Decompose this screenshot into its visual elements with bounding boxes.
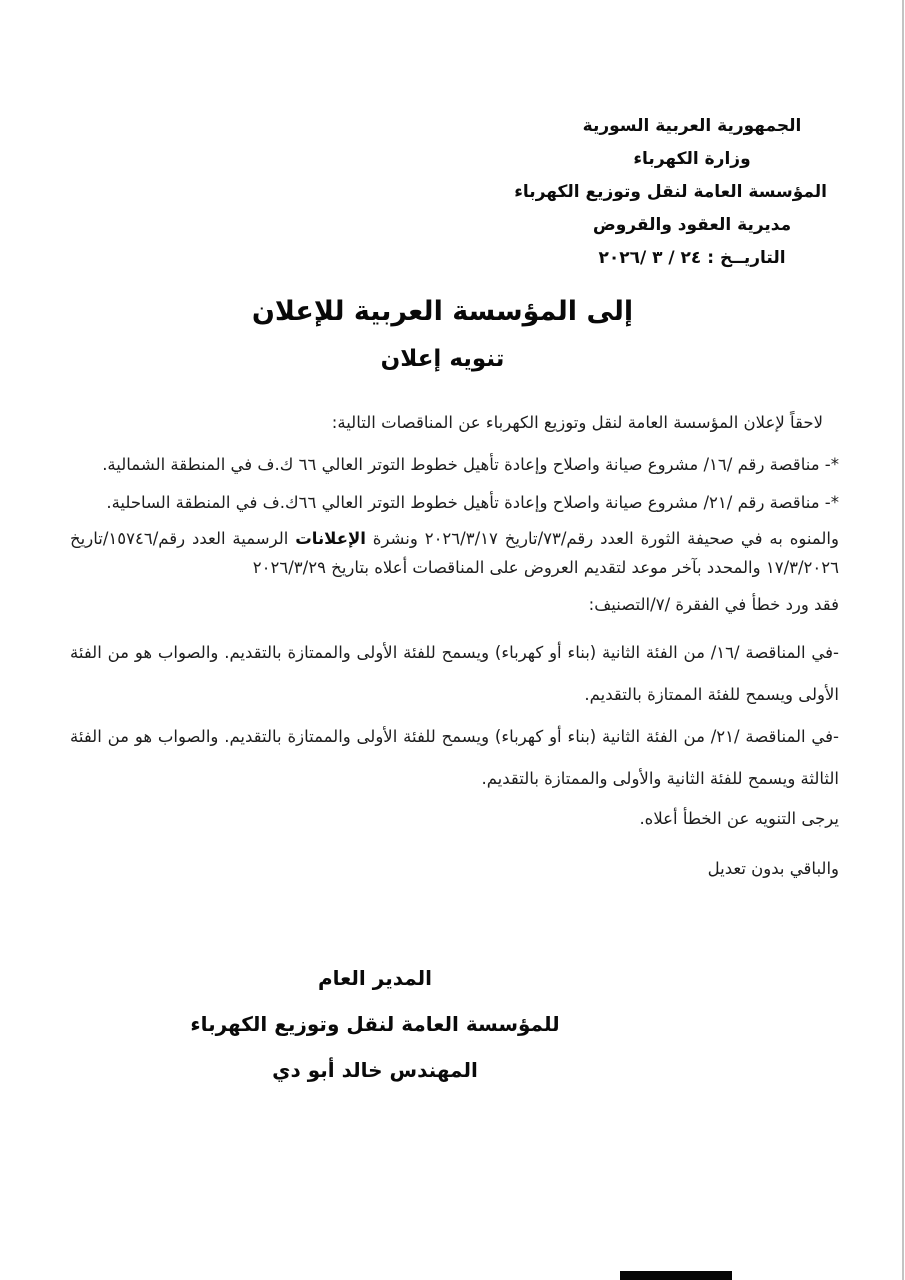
publication-bold-word: الإعلانات	[295, 529, 366, 548]
page-subtitle: تنويه إعلان	[380, 346, 505, 372]
signature-name: المهندس خالد أبو دي	[272, 1058, 478, 1082]
signature-organization: للمؤسسة العامة لنقل وتوزيع الكهرباء	[190, 1012, 560, 1036]
tender-item-21: *- مناقصة رقم /٢١/ مشروع صيانة واصلاح وإعادة تأهيل خطوط التوتر العالي ٦٦ك.ف في المنطقة الساحلية.	[106, 493, 839, 512]
publication-text-after: الرسمية العدد رقم/١٥٧٤٦/تاريخ ١٧/٣/٢٠٢٦ والمحدد بآخر موعد لتقديم العروض على المناقصات أعلاه بتاريخ ٢٠٢٦/٣/٢٩	[70, 529, 839, 577]
signature-block	[168, 955, 582, 1093]
redaction-bar	[620, 1271, 732, 1280]
letterhead-directorate: مديرية العقود والقروض	[592, 215, 792, 235]
intro-paragraph: لاحقاً لإعلان المؤسسة العامة لنقل وتوزيع الكهرباء عن المناقصات التالية:	[331, 413, 823, 432]
error-intro-line: فقد ورد خطأ في الفقرة /٧/التصنيف:	[588, 595, 839, 614]
closing-line: والباقي بدون تعديل	[707, 859, 839, 878]
signature-role: المدير العام	[317, 966, 433, 990]
letterhead-ministry: وزارة الكهرباء	[633, 149, 751, 169]
tender-item-16: *- مناقصة رقم /١٦/ مشروع صيانة واصلاح وإعادة تأهيل خطوط التوتر العالي ٦٦ ك.ف في المنطقة الشمالية.	[102, 455, 839, 474]
correction-item-21: -في المناقصة /٢١/ من الفئة الثانية (بناء أو كهرباء) ويسمح للفئة الأولى والممتازة بالتقديم. والصواب هو من الفئة الثالثة ويسمح للفئة الثانية والأولى والممتازة بالتقديم.	[70, 727, 839, 788]
letterhead-date: التاريــخ : ٢٤ / ٣ /٢٠٢٦	[598, 248, 786, 268]
publication-paragraph	[70, 524, 839, 582]
correction-item-16: -في المناقصة /١٦/ من الفئة الثانية (بناء أو كهرباء) ويسمح للفئة الأولى والممتازة بالتقديم. والصواب هو من الفئة الأولى ويسمح للفئة الممتازة بالتقديم.	[70, 643, 839, 704]
page-title: إلى المؤسسة العربية للإعلان	[251, 296, 634, 327]
request-line: يرجى التنويه عن الخطأ أعلاه.	[639, 809, 839, 828]
letterhead-republic: الجمهورية العربية السورية	[582, 116, 802, 136]
scan-edge-line	[902, 0, 904, 1280]
publication-text-before: والمنوه به في صحيفة الثورة العدد رقم/٧٣/تاريخ ٢٠٢٦/٣/١٧ ونشرة	[365, 529, 839, 548]
letterhead-establishment: المؤسسة العامة لنقل وتوزيع الكهرباء	[514, 182, 827, 202]
letterhead	[514, 110, 827, 275]
